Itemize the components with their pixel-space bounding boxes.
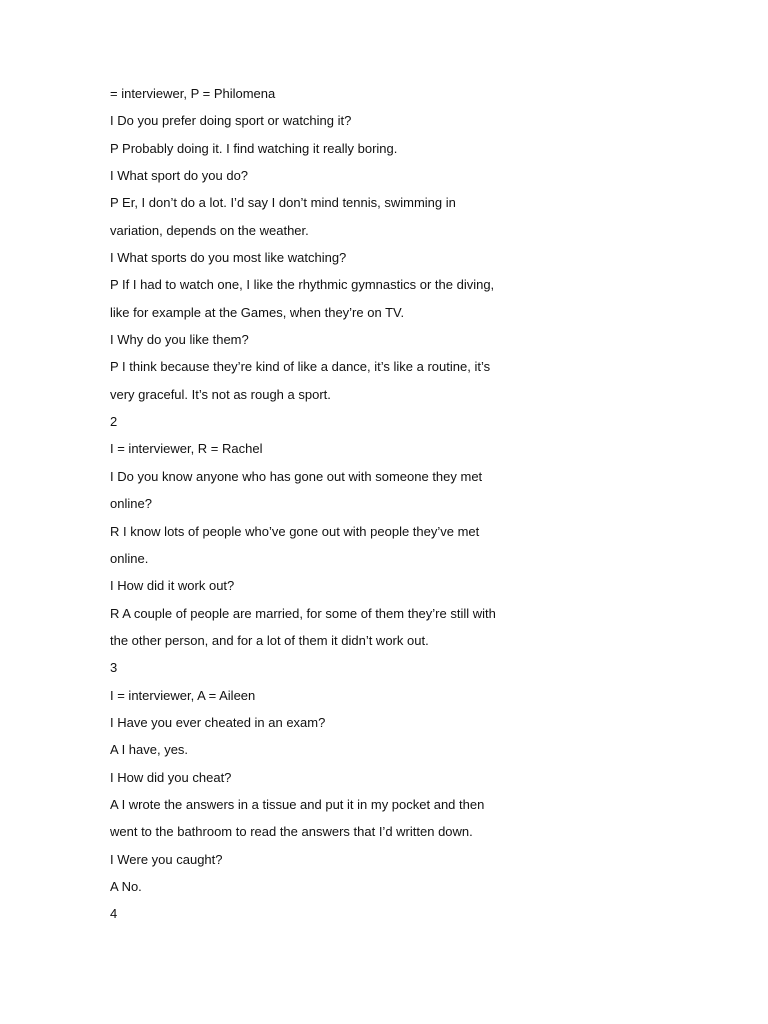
transcript-line: R A couple of people are married, for some of them they’re still with	[110, 605, 496, 621]
transcript-line: P If I had to watch one, I like the rhythmic gymnastics or the diving,	[110, 277, 495, 293]
transcript-line: went to the bathroom to read the answers that I’d written down.	[110, 824, 473, 840]
transcript-line: P I think because they’re kind of like a dance, it’s like a routine, it’s	[110, 359, 491, 375]
transcript-line: P Probably doing it. I find watching it really boring.	[110, 140, 398, 156]
transcript-line: = interviewer, P = Philomena	[110, 86, 276, 101]
transcript-line: I Have you ever cheated in an exam?	[110, 714, 326, 730]
transcript-line: I What sport do you do?	[110, 168, 249, 184]
transcript-line: online?	[110, 496, 152, 512]
transcript-line: P Er, I don’t do a lot. I’d say I don’t mind tennis, swimming in	[110, 195, 456, 211]
section-number: 4	[110, 906, 118, 922]
transcript-line: A I have, yes.	[110, 742, 189, 758]
section-number: 3	[110, 660, 118, 676]
transcript-line: A I wrote the answers in a tissue and put it in my pocket and then	[110, 796, 485, 812]
transcript-line: I Do you prefer doing sport or watching it?	[110, 113, 352, 129]
transcript-line: R I know lots of people who’ve gone out with people they’ve met	[110, 523, 480, 539]
transcript-line: very graceful. It’s not as rough a sport.	[110, 386, 331, 402]
transcript-line: I = interviewer, R = Rachel	[110, 441, 263, 457]
transcript-line: I Why do you like them?	[110, 332, 249, 348]
transcript-text	[110, 84, 710, 932]
transcript-line: I How did it work out?	[110, 578, 235, 594]
transcript-line: I What sports do you most like watching?	[110, 250, 347, 266]
transcript-line: like for example at the Games, when they’re on TV.	[110, 304, 405, 320]
transcript-line: I Were you caught?	[110, 851, 223, 867]
transcript-line: I = interviewer, A = Aileen	[110, 687, 256, 703]
section-number: 2	[110, 414, 118, 430]
transcript-line: variation, depends on the weather.	[110, 222, 309, 238]
transcript-line: the other person, and for a lot of them it didn’t work out.	[110, 632, 429, 648]
transcript-line: I Do you know anyone who has gone out with someone they met	[110, 468, 483, 484]
transcript-line: I How did you cheat?	[110, 769, 232, 785]
transcript-line: A No.	[110, 878, 142, 894]
transcript-line: online.	[110, 550, 149, 566]
